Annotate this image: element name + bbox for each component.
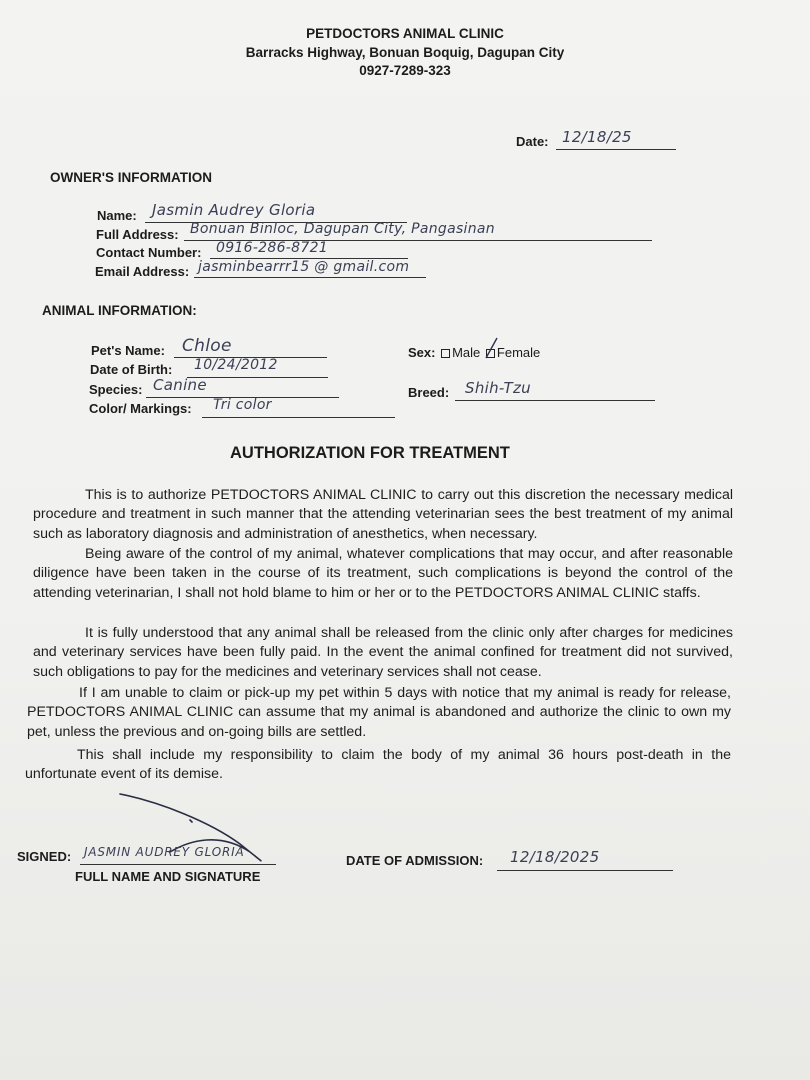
name-value: Jasmin Audrey Gloria (152, 201, 316, 219)
clinic-address: Barracks Highway, Bonuan Boquig, Dagupan City (245, 45, 565, 60)
signed-label: SIGNED: (17, 849, 72, 864)
admission-label: DATE OF ADMISSION: (346, 853, 484, 868)
sex-field (408, 345, 540, 360)
date-value: 12/18/25 (562, 128, 632, 146)
email-value: jasminbearrr15 @ gmail.com (198, 259, 410, 275)
admission-value: 12/18/2025 (510, 848, 600, 866)
signature-caption: FULL NAME AND SIGNATURE (75, 869, 261, 884)
paragraph-5: This shall include my responsibility to claim the body of my animal 36 hours post-death in the unfortunate event of its demise. (25, 747, 731, 783)
paragraph-1: This is to authorize PETDOCTORS ANIMAL CLINIC to carry out this discretion the necessary medical procedure and treatment in such manner that the attending veterinarian sees the best treatment of my animal such as laboratory diagnosis and administration of anesthetics, when necessary. (33, 487, 733, 542)
dob-value: 10/24/2012 (194, 357, 278, 373)
pet-name-label: Pet's Name: (91, 343, 165, 358)
paragraph-4: If I am unable to claim or pick-up my pet within 5 days with notice that my animal is ready for release, PETDOCTORS ANIMAL CLINIC can assume that my animal is abandoned and authorize the clinic to own my pet, unless the previous and on-going bills are settled. (27, 685, 731, 740)
address-value: Bonuan Binloc, Dagupan City, Pangasinan (190, 221, 495, 237)
color-line (202, 417, 395, 418)
sex-female-checkbox[interactable] (486, 349, 495, 358)
sex-male-label: Male (452, 345, 481, 360)
date-line (556, 149, 676, 150)
authorization-title: AUTHORIZATION FOR TREATMENT (230, 444, 510, 462)
email-line (194, 277, 426, 278)
signed-value: JASMIN AUDREY GLORIA (84, 845, 245, 859)
paragraph-2: Being aware of the control of my animal, whatever complications that may occur, and after reasonable diligence have been taken in the course of its treatment, such complications is beyond the control of the attending veterinarian, I shall not hold blame to him or her or to the PETDOCTORS ANIMAL CLINIC staffs. (33, 546, 733, 601)
animal-heading: ANIMAL INFORMATION: (42, 303, 197, 318)
breed-value: Shih-Tzu (465, 379, 531, 397)
clinic-name: PETDOCTORS ANIMAL CLINIC (306, 26, 504, 41)
color-value: Tri color (213, 397, 272, 413)
species-label: Species: (89, 382, 143, 397)
color-label: Color/ Markings: (89, 401, 192, 416)
dob-line (187, 377, 328, 378)
name-label: Name: (97, 208, 137, 223)
check-mark-icon (485, 336, 499, 362)
admission-line (497, 870, 673, 871)
species-value: Canine (153, 376, 207, 394)
paragraph-3: It is fully understood that any animal shall be released from the clinic only after charges for medicines and veterinary services have been fully paid. In the event the animal confined for treatment did not survived, such obligations to pay for the medicines and veterinary services shall not cease. (33, 625, 733, 680)
dob-label: Date of Birth: (90, 362, 173, 377)
signature-line (80, 864, 276, 865)
clinic-phone: 0927-7289-323 (359, 63, 451, 78)
sex-label: Sex: (408, 345, 436, 360)
breed-line (455, 400, 655, 401)
breed-label: Breed: (408, 385, 450, 400)
date-label: Date: (516, 134, 549, 149)
owner-heading: OWNER'S INFORMATION (50, 170, 212, 185)
sex-male-checkbox[interactable] (441, 349, 450, 358)
contact-label: Contact Number: (96, 245, 202, 260)
sex-female-label: Female (496, 345, 541, 360)
email-label: Email Address: (95, 264, 190, 279)
pet-name-value: Chloe (182, 336, 232, 356)
contact-value: 0916-286-8721 (216, 240, 328, 256)
address-label: Full Address: (96, 227, 179, 242)
